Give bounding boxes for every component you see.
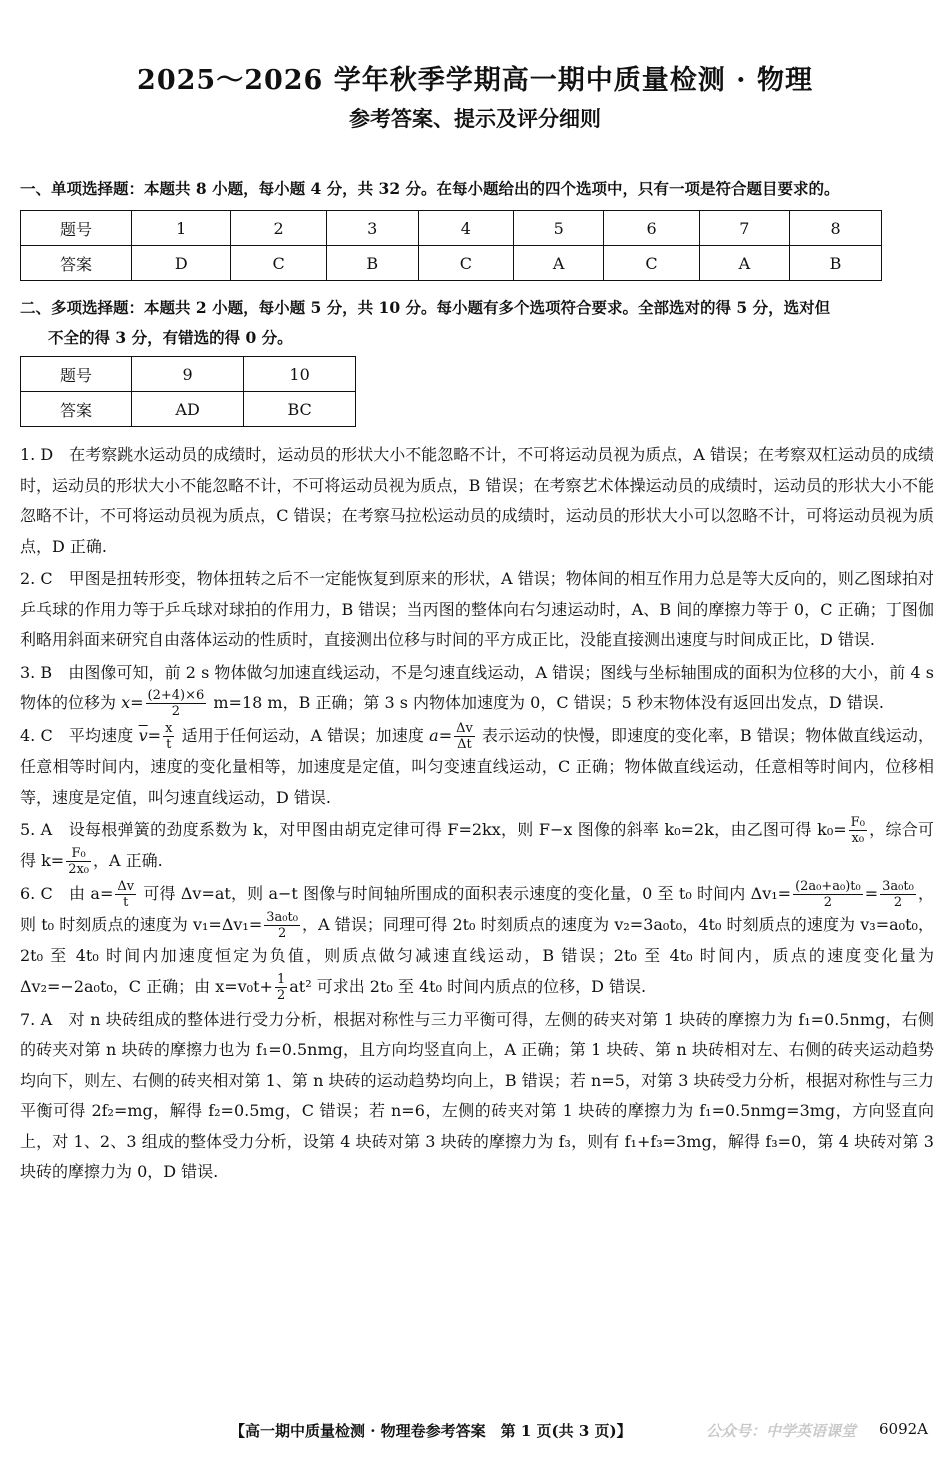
section1-heading: 一、单项选择题：本题共 8 小题，每小题 4 分，共 32 分。在每小题给出的四个选项中，只有一项是符合题目要求的。	[20, 179, 840, 198]
question-number: 5	[513, 211, 603, 246]
row-label: 答案	[21, 392, 132, 427]
section2-heading-line2: 不全的得 3 分，有错选的得 0 分。	[48, 328, 293, 347]
answer-cell: C	[418, 246, 513, 281]
table-row	[21, 357, 356, 392]
q5-text: ，A 正确.	[93, 851, 163, 870]
question-number: 1	[132, 211, 231, 246]
denominator: 2x₀	[68, 862, 90, 877]
denominator: t	[123, 895, 129, 910]
q6-text: ，A 错误；同理可得 2t₀ 时刻质点的速度为 v₂=3a₀t₀，4t₀ 时刻质点的速度为 v₃=a₀t₀，2t₀ 至 4t₀ 时间内加速度恒定为负值，则质点做匀减速直线运动，B 错误；2t₀ 至 4t₀ 时间内，质点的速度变化量为 Δv₂=−2a₀t₀，C 正确；由 x=v₀t+	[20, 915, 934, 996]
answer-cell: C	[231, 246, 326, 281]
q6-text: ，则 t₀ 时刻质点的速度为 v₁=Δv₁=	[20, 884, 934, 934]
fraction	[275, 972, 287, 1003]
q5-text: 5. A 设每根弹簧的劲度系数为 k，对甲图由胡克定律可得 F=2kx，则 F−x 图像的斜率 k₀=2k，由乙图可得 k₀=	[20, 820, 847, 839]
denominator: 2	[276, 987, 286, 1003]
table-row	[21, 392, 356, 427]
q4-text: 表示运动的快慢，即速度的变化率，B 错误；物体做直线运动，任意相等时间内，速度的变化量相等，加速度是定值，叫匀变速直线运动，C 正确；物体做直线运动，任意相等时间内，位移相等，速度是定值，叫匀速直线运动，D 错误.	[20, 726, 934, 807]
footer-page-info: 【高一期中质量检测 · 物理卷参考答案 第 1 页(共 3 页)】	[230, 1422, 632, 1440]
q4-text: 适用于任何运动，A 错误；加速度	[176, 726, 430, 745]
q3-x: x	[121, 693, 131, 712]
explanation-q2: 2. C 甲图是扭转形变，物体扭转之后不一定能恢复到原来的形状，A 错误；物体间的相互作用力总是等大反向的，则乙图球拍对乒乓球的作用力等于乒乓球对球拍的作用力，B 错误；当丙图的整体向右匀速运动时，A、B 间的摩擦力等于 0，C 正确；丁图伽利略用斜面来研究自由落体运动的性质时，直接测出位移与时间的平方成正比，没能直接测出速度与时间成正比，D 错误.	[20, 569, 934, 649]
table-row	[21, 246, 882, 281]
explanation-q3	[20, 658, 934, 720]
numerator: F₀	[850, 815, 865, 830]
answer-cell: B	[326, 246, 418, 281]
answer-cell: A	[513, 246, 603, 281]
fraction	[454, 721, 475, 752]
denominator: 2	[277, 926, 287, 941]
section2-heading-line1: 二、多项选择题：本题共 2 小题，每小题 5 分，共 10 分。每小题有多个选项符合要求。全部选对的得 5 分，选对但	[20, 298, 831, 317]
fraction	[264, 910, 300, 941]
q6-eq: =	[864, 884, 879, 903]
answer-cell: AD	[132, 392, 244, 427]
q4-eq: =	[147, 726, 162, 745]
explanation-q1: 1. D 在考察跳水运动员的成绩时，运动员的形状大小不能忽略不计，不可将运动员视为质点，A 错误；在考察双杠运动员的成绩时，运动员的形状大小不能忽略不计，不可将运动员视为质点，B 错误；在考察艺术体操运动员的成绩时，运动员的形状大小不能忽略不计，不可将运动员视为质点，C 错误；在考察马拉松运动员的成绩时，运动员的形状大小可以忽略不计，可将运动员视为质点，D 正确.	[20, 445, 934, 556]
q4-eq: =	[438, 726, 453, 745]
numerator: (2a₀+a₀)t₀	[795, 879, 861, 894]
answer-cell: C	[604, 246, 699, 281]
q4-v: $\overline{v}$	[138, 726, 148, 745]
document-title: 2025～2026 学年秋季学期高一期中质量检测 · 物理	[137, 65, 813, 96]
denominator: x₀	[851, 831, 865, 846]
denominator: t	[166, 737, 172, 752]
denominator: Δt	[457, 737, 472, 752]
numerator: x	[165, 721, 173, 736]
paper-code: 6092A	[878, 1420, 928, 1438]
explanation-q5	[20, 815, 934, 877]
single-choice-answer-table	[20, 210, 882, 281]
numerator: (2+4)×6	[147, 688, 205, 703]
page-footer	[0, 1420, 950, 1444]
q3-eq: =	[130, 693, 144, 712]
explanation-q6	[20, 879, 934, 1003]
numerator: 3a₀t₀	[882, 879, 914, 894]
question-number: 6	[604, 211, 699, 246]
row-label: 题号	[21, 357, 132, 392]
section2-heading	[20, 293, 932, 353]
question-number: 10	[244, 357, 356, 392]
answer-cell: B	[790, 246, 882, 281]
question-number: 8	[790, 211, 882, 246]
document-subtitle: 参考答案、提示及评分细则	[349, 106, 601, 131]
denominator: 2	[171, 704, 181, 719]
fraction	[66, 846, 91, 877]
question-number: 4	[418, 211, 513, 246]
answer-cell: D	[132, 246, 231, 281]
denominator: 2	[893, 895, 903, 910]
fraction	[146, 688, 207, 719]
question-number: 9	[132, 357, 244, 392]
answer-cell: BC	[244, 392, 356, 427]
multi-choice-answer-table	[20, 356, 356, 427]
explanation-q4	[20, 721, 934, 813]
q3-text: 3. B 由图像可知，前 2 s 物体做匀加速直线运动，不是匀速直线运动，A 错误；图线与坐标轴围成的面积为位移的大小，前 4 s 物体的位移为	[20, 662, 934, 712]
fraction	[880, 879, 916, 910]
question-number: 3	[326, 211, 418, 246]
q6-text: 6. C 由 a=	[20, 884, 114, 903]
question-number: 7	[699, 211, 789, 246]
q3-text: m=18 m，B 正确；第 3 s 内物体加速度为 0，C 错误；5 秒末物体没有返回出发点，D 错误.	[208, 693, 884, 712]
watermark: 公众号：中学英语课堂	[706, 1422, 857, 1440]
fraction	[793, 879, 863, 910]
numerator: Δv	[456, 721, 473, 736]
q4-text: 4. C 平均速度	[20, 726, 139, 745]
answer-cell: A	[699, 246, 789, 281]
explanations	[20, 440, 934, 1190]
table-row	[21, 211, 882, 246]
q6-text: 可得 Δv=at，则 a−t 图像与时间轴所围成的面积表示速度的变化量，0 至 t₀ 时间内 Δv₁=	[138, 884, 792, 903]
q6-text: at² 可求出 2t₀ 至 4t₀ 时间内质点的位移，D 错误.	[289, 976, 647, 996]
denominator: 2	[823, 895, 833, 910]
fraction	[115, 879, 136, 910]
numerator: 3a₀t₀	[266, 910, 298, 925]
numerator: F₀	[66, 846, 91, 862]
numerator: 1	[276, 971, 286, 987]
row-label: 答案	[21, 246, 132, 281]
fraction	[163, 721, 174, 752]
q4-a: a	[429, 726, 439, 745]
fraction	[849, 815, 867, 846]
q5-text: ，综合可得 k=	[20, 820, 934, 870]
row-label: 题号	[21, 211, 132, 246]
question-number: 2	[231, 211, 326, 246]
numerator: Δv	[117, 879, 135, 894]
explanation-q7: 7. A 对 n 块砖组成的整体进行受力分析，根据对称性与三力平衡可得，左侧的砖夹对第 1 块砖的摩擦力为 f₁=0.5nmg，右侧的砖夹对第 n 块砖的摩擦力也为 f₁=0.5nmg，且方向均竖直向上，A 正确；第 1 块砖、第 n 块砖相对左、右侧的砖夹运动趋势均向下，则左、右侧的砖夹相对第 1、第 n 块砖的运动趋势均向上，B 错误；若 n=5，对第 3 块砖受力分析，根据对称性与三力平衡可得 2f₂=mg，解得 f₂=0.5mg，C 错误；若 n=6，左侧的砖夹对第 1 块砖的摩擦力为 f₁=0.5nmg=3mg，方向竖直向上，对 1、2、3 组成的整体受力分析，设第 4 块砖对第 3 块砖的摩擦力为 f₃，则有 f₁+f₃=3mg，解得 f₃=0，第 4 块砖对第 3 块砖的摩擦力为 0，D 错误.	[20, 1009, 934, 1181]
